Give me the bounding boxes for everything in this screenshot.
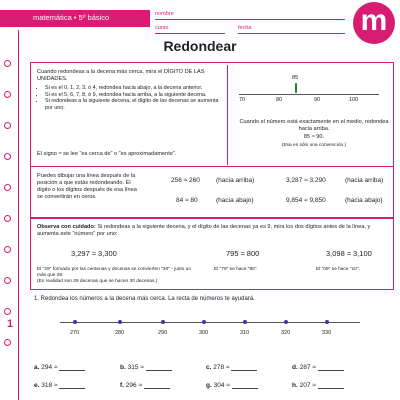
binder-hole: [4, 184, 11, 191]
page-margin-line: [18, 30, 19, 400]
box-divider: [227, 65, 228, 165]
item-expression: 207 ≈: [299, 382, 316, 389]
symbol-note: El signo ≈ se lee "es cerca de" o "es aproximadamente".: [37, 151, 177, 157]
fecha-label: fecha: [238, 25, 252, 31]
example-expression: 3,287 ≈ 3,290: [286, 177, 326, 184]
example-expression: 9,854 ≈ 9,850: [286, 197, 326, 204]
binder-hole: [4, 91, 11, 98]
number-line-point: [118, 320, 122, 324]
number-line-point: [243, 320, 247, 324]
careful-expression: 3,098 ≈ 3,100: [326, 249, 372, 258]
tick-label: 320: [281, 330, 291, 336]
number-line-point: [161, 320, 165, 324]
binder-hole: [4, 246, 11, 253]
item-expression: 304 ≈: [213, 382, 230, 389]
exercise-instruction: 1. Redondea los números a la decena más cerca. La recta de números te ayudará.: [34, 296, 255, 302]
number-line-point: [202, 320, 206, 324]
item-label: e.: [34, 382, 40, 389]
subject-label: matemática • 5º básico: [33, 13, 110, 22]
answer-blank[interactable]: [146, 364, 172, 371]
number-line-point: [325, 320, 329, 324]
exercise-item: [292, 364, 344, 371]
number-marker-label: 85: [292, 75, 299, 81]
tick-label: 280: [115, 330, 125, 336]
exercise-item: [34, 364, 85, 371]
convention-note: (Esa es sólo una convención.): [281, 143, 347, 148]
example-caption: Cuando el número está exactamente en el medio, redondea hacia arriba.: [239, 119, 389, 132]
nombre-field[interactable]: [155, 19, 345, 20]
example-expression: 84 ≈ 80: [176, 197, 198, 204]
rule-item: • Si es el 5, 6, 7, 8, ó 9, redondea hacia arriba, a la siguiente decena.: [45, 92, 225, 99]
tick-label: 80: [276, 97, 283, 103]
exercise-item: [292, 382, 344, 389]
tick-label: 300: [199, 330, 209, 336]
curso-field[interactable]: [155, 33, 225, 34]
careful-note: El "29" formado por las centenas y decenas se convierten "30" - justo un más que 29.: [37, 267, 192, 278]
number-line-point: [73, 320, 77, 324]
binder-hole: [4, 339, 11, 346]
example-note: (hacia arriba): [345, 177, 384, 184]
answer-blank[interactable]: [144, 382, 170, 389]
tick-label: 290: [158, 330, 168, 336]
fecha-field[interactable]: [238, 33, 345, 34]
tick-label: 70: [239, 97, 246, 103]
binder-hole: [4, 308, 11, 315]
item-label: c.: [206, 364, 212, 371]
exercise-item: [206, 364, 257, 371]
example-note: (hacia arriba): [216, 177, 255, 184]
curso-label: curso: [155, 25, 169, 31]
number-marker: [295, 83, 297, 93]
tick-label: 90: [314, 97, 321, 103]
careful-subnote: (En realidad son 29 decenas que se hacen 30 decenas.): [37, 279, 158, 284]
exercise-item: [120, 364, 172, 371]
binder-hole: [4, 122, 11, 129]
binder-hole: [4, 60, 11, 67]
rules-list: [37, 85, 225, 111]
page-title: Redondear: [163, 38, 237, 54]
tick-label: 100: [349, 97, 359, 103]
draw-line-box: [30, 166, 394, 218]
exercise-number-line: [60, 322, 360, 323]
example-number-line: [239, 94, 379, 95]
careful-body: Si redondeas a la siguiente decena, y el dígito de las decenas ya es 9, mira los dos dígitos antes de la línea, y aumenta este "número" por uno:: [37, 224, 371, 237]
binder-hole: [4, 215, 11, 222]
careful-note: El "09" se hace "10".: [316, 267, 360, 272]
item-label: f.: [120, 382, 124, 389]
item-label: a.: [34, 364, 40, 371]
careful-expression: 3,297 ≈ 3,300: [71, 249, 117, 258]
careful-expression: 795 ≈ 800: [226, 249, 260, 258]
tick-label: 270: [70, 330, 80, 336]
item-label: b.: [120, 364, 126, 371]
example-result: 85 ≈ 90.: [303, 134, 325, 140]
tick-label: 310: [240, 330, 250, 336]
exercise-item: [206, 382, 258, 389]
item-expression: 318 ≈: [41, 382, 58, 389]
page-number: 1: [7, 318, 14, 330]
draw-line-text: Puedes dibujar una línea después de la posición a que estás redondeando. El dígito o los dígitos después de esa línea se convertirán en ceros.: [37, 173, 137, 200]
rules-intro: Cuando redondeas a la decena más cerca, mira el DÍGITO DE LAS UNIDADES.: [37, 69, 205, 82]
example-expression: 256 ≈ 260: [171, 177, 200, 184]
answer-blank[interactable]: [318, 382, 344, 389]
answer-blank[interactable]: [231, 364, 257, 371]
answer-blank[interactable]: [59, 364, 85, 371]
exercise-item: [120, 382, 170, 389]
item-label: h.: [292, 382, 298, 389]
item-expression: 294 ≈: [41, 364, 58, 371]
tick-label: 330: [322, 330, 332, 336]
item-expression: 278 ≈: [213, 364, 230, 371]
careful-heading: Observa con cuidado:: [37, 224, 96, 230]
brand-logo: m: [353, 2, 395, 44]
careful-box: [30, 218, 394, 290]
binder-hole: [4, 153, 11, 160]
exercise-item: [34, 382, 85, 389]
item-expression: 287 ≈: [299, 364, 316, 371]
example-note: (hacia abajo): [216, 197, 254, 204]
rule-item: • Si redondeas a la siguiente decena, el dígito de las decenas se aumenta por uno.: [45, 98, 225, 111]
rule-item: • Si es el 0, 1, 2, 3, ó 4, redondea hacia abajo, a la decena anterior.: [45, 85, 225, 92]
item-label: g.: [206, 382, 212, 389]
nombre-label: nombre: [155, 11, 174, 17]
rules-box: [30, 62, 394, 168]
answer-blank[interactable]: [318, 364, 344, 371]
careful-note: El "79" se hace "80".: [214, 267, 258, 272]
careful-text: [37, 224, 387, 238]
binder-hole: [4, 277, 11, 284]
example-note: (hacia abajo): [345, 197, 383, 204]
number-line-point: [284, 320, 288, 324]
item-label: d.: [292, 364, 298, 371]
answer-blank[interactable]: [59, 382, 85, 389]
item-expression: 296 ≈: [125, 382, 143, 389]
answer-blank[interactable]: [232, 382, 258, 389]
item-expression: 315 ≈: [127, 364, 144, 371]
